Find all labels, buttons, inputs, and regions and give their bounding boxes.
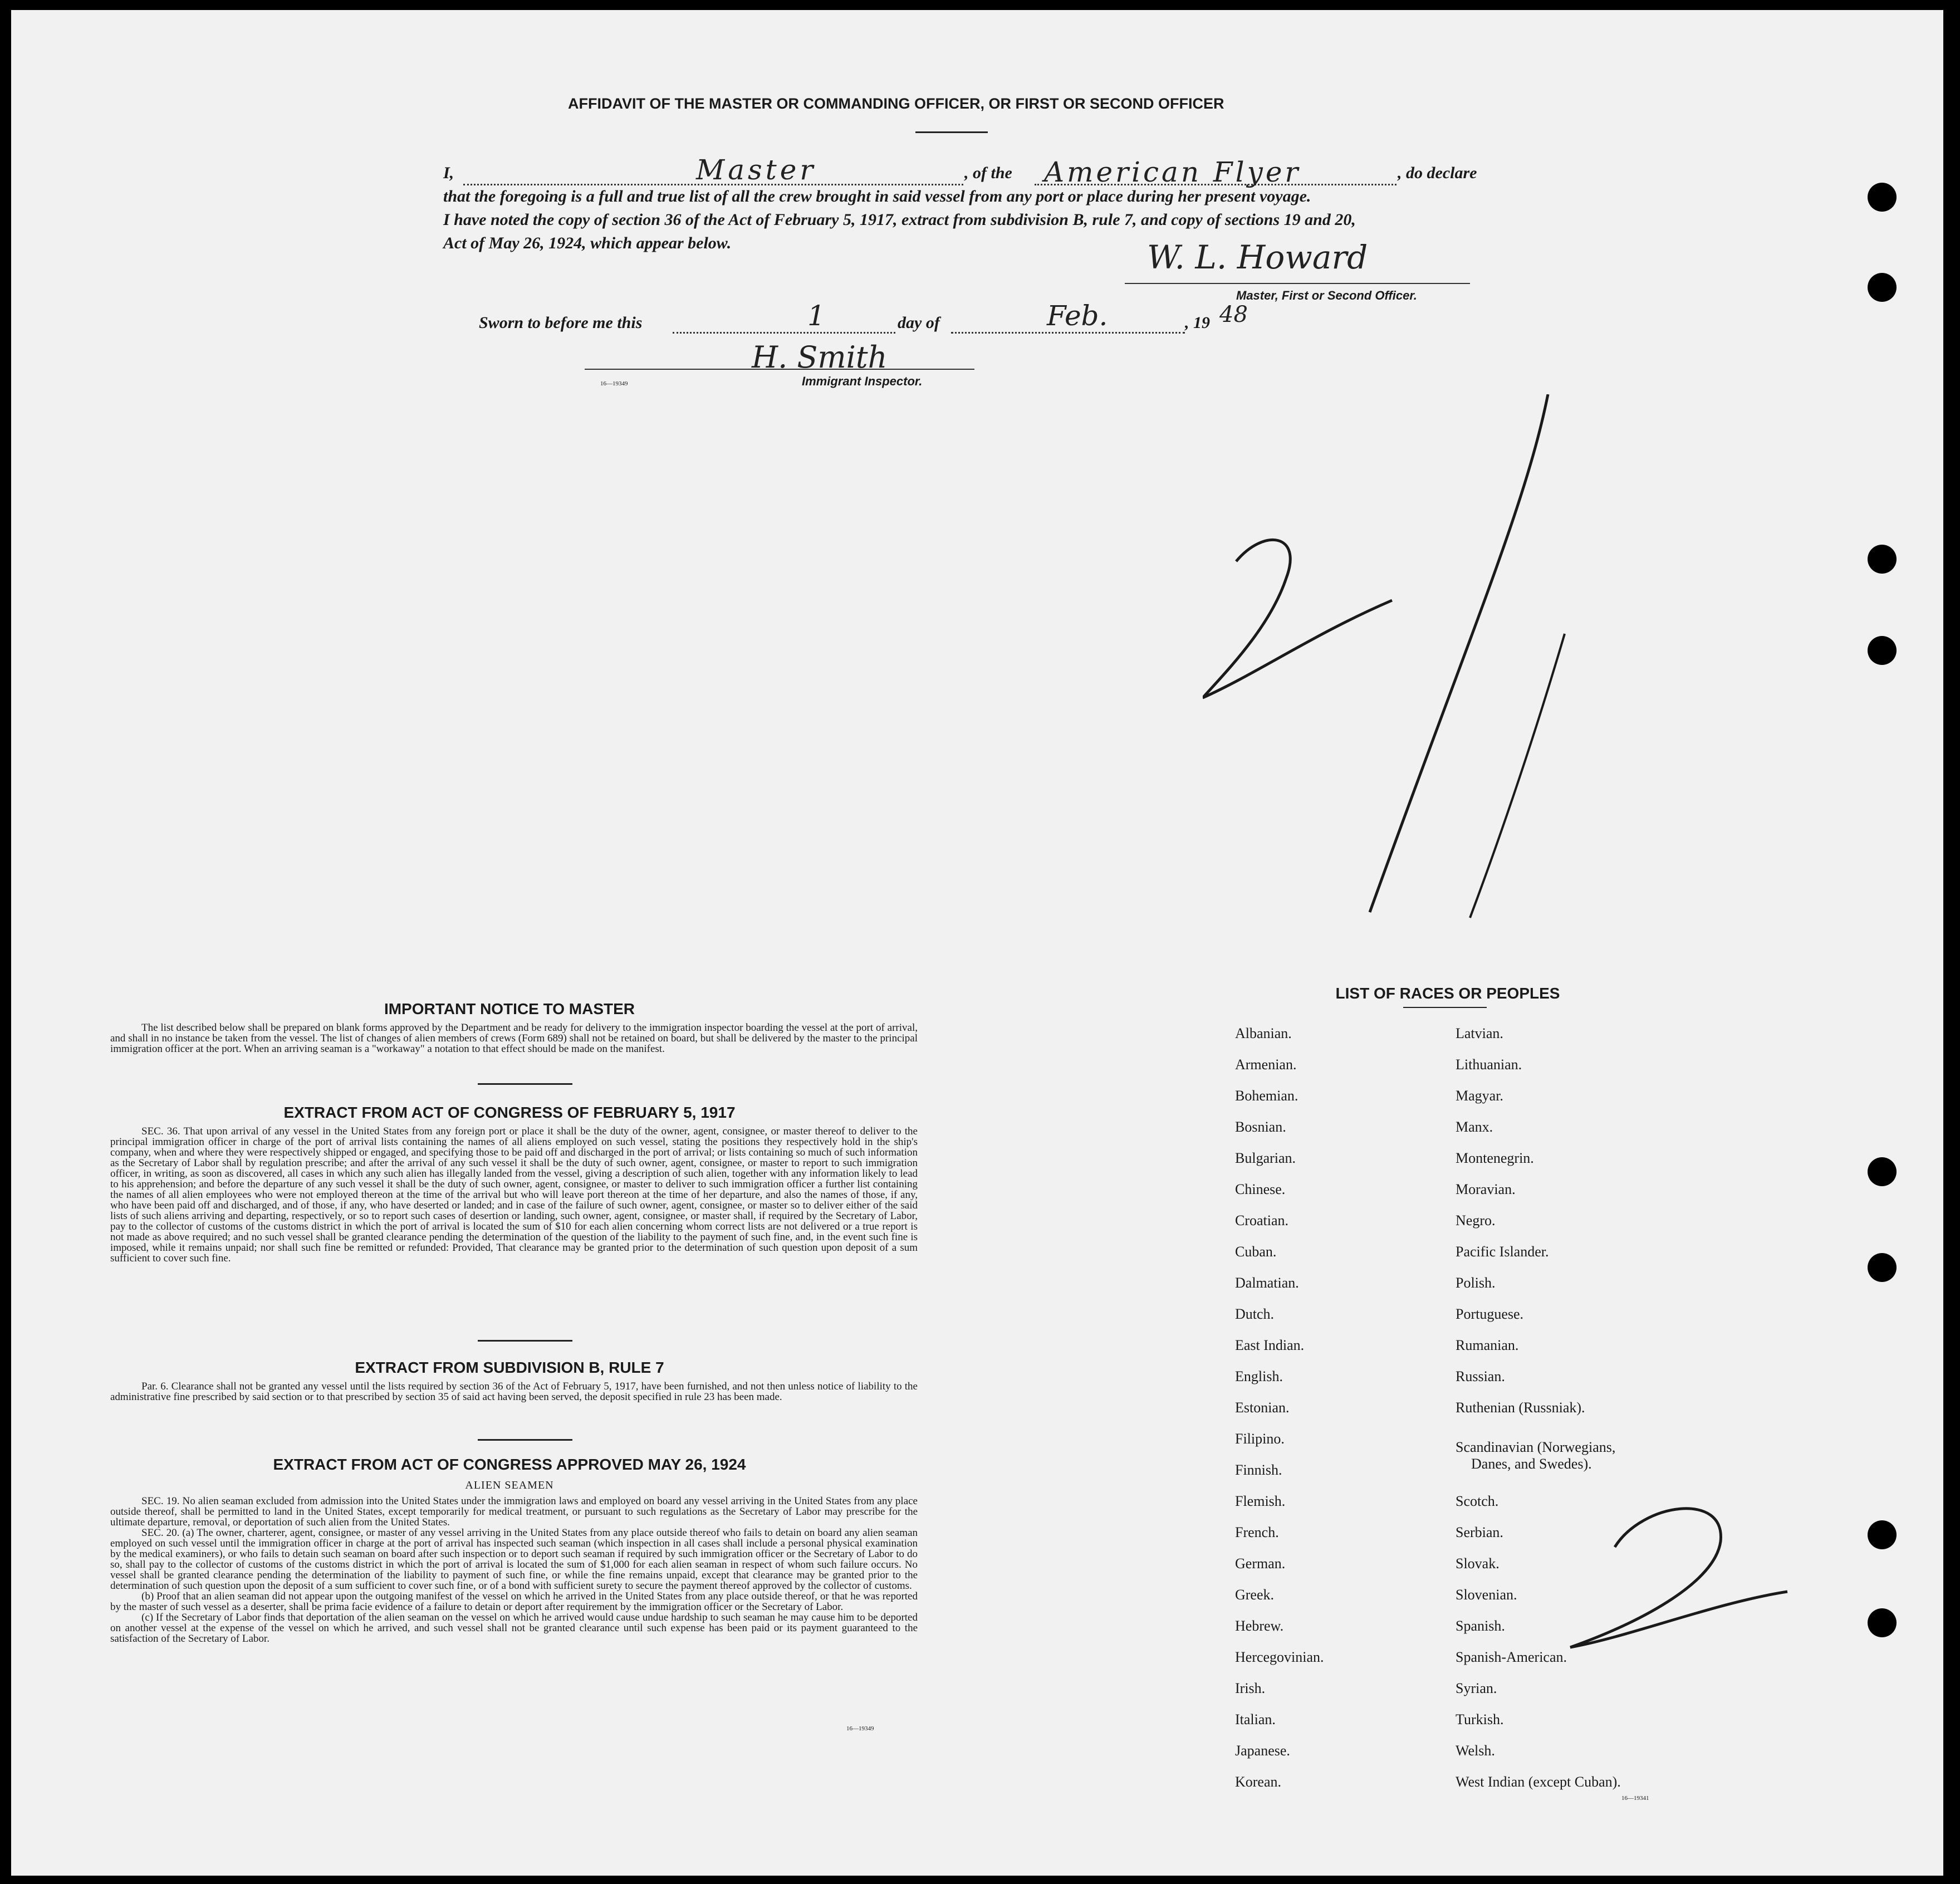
master-signature: W. L. Howard <box>1147 238 1368 276</box>
punch-hole <box>1868 273 1897 302</box>
race-item: Hebrew. <box>1235 1618 1284 1634</box>
title-divider <box>915 131 988 133</box>
race-item: Syrian. <box>1456 1680 1497 1696</box>
race-item: French. <box>1235 1524 1279 1540</box>
extract3-text <box>110 1496 918 1644</box>
handwritten-vessel: American Flyer <box>1044 156 1301 188</box>
sec36-paragraph: SEC. 36. That upon arrival of any vessel in the United States from any foreign port or place it shall be the duty of the owner, agent, consignee, or master thereof to deliver to the principal immigration officer in charge of the port of arrival lists containing the names of all aliens employed on such vessel, stating the positions they respectively hold in the ship's company, when and where they were respectively shipped or engaged, and specifying those to be paid off and discharged in the port of arrival; or lists containing so much of such information as the Secretary of Labor shall by regulation prescribe; and after the arrival of any such vessel it shall be the duty of such owner, agent, consignee, or master to report to such immigration officer, in writing, as soon as discovered, all cases in which any such alien has illegally landed from the vessel, giving a description of such alien, together with any information likely to lead to his apprehension; and before the departure of any such vessel it shall be the duty of such owner, agent, consignee, or master to deliver to such immigration officer a further list containing the names of all alien employees who were not employed thereon at the time of the arrival but who will leave port thereon at the time of her departure, and also the names of those, if any, who have been paid off and discharged, and of those, if any, who have deserted or landed; and in case of the failure of such owner, agent, consignee, or master so to deliver either of the said lists of such aliens arriving and departing, respectively, or so to report such cases of desertion or landing, such owner, agent, consignee, or master shall, if required by the Secretary of Labor, pay to the collector of customs of the customs district in which the port of arrival is located the sum of $10 for each alien concerning whom correct lists are not delivered or a true report is not made as above required; and no such vessel shall be granted clearance pending the determination of the question of the liability to the payment of such fine, and, in the event such fine is imposed, while it remains unpaid; nor shall such fine be remitted or refunded: Provided, That clearance may be granted prior to the determination of such question upon deposit of a sum sufficient to cover such fine. <box>110 1125 918 1264</box>
race-item: Moravian. <box>1456 1181 1516 1197</box>
notice-paragraph: The list described below shall be prepared on blank forms approved by the Department and be ready for delivery to the immigration inspector boarding the vessel at the port of arrival, and shall in no instance be taken from the vessel. The list of changes of alien members of crews (Form 689) shall not be retained on board, but shall be delivered by the master to the principal immigration officer at the port. When an arriving seaman is a "workaway" a notation to that effect should be made on the manifest. <box>110 1022 918 1055</box>
notice-text <box>110 1022 918 1054</box>
race-item: Dutch. <box>1235 1306 1275 1322</box>
race-item: Greek. <box>1235 1587 1275 1603</box>
notice-divider <box>478 1083 572 1085</box>
race-item: Welsh. <box>1456 1743 1495 1759</box>
punch-hole <box>1868 1253 1897 1282</box>
inspector-signature: H. Smith <box>752 340 888 375</box>
race-item: Scandinavian (Norwegians, <box>1456 1439 1616 1455</box>
races-divider <box>1403 1007 1487 1008</box>
race-item: English. <box>1235 1368 1283 1384</box>
race-item: Bosnian. <box>1235 1119 1286 1135</box>
race-item: Chinese. <box>1235 1181 1286 1197</box>
sec20c-paragraph: (c) If the Secretary of Labor finds that deportation of the alien seaman on the vessel on which he arrived would cause undue hardship to such seaman he may cause him to be deported on another vessel at the expense of the vessel on which he arrived, and such vessel shall not be granted clearance until such expense has been paid or its payment guaranteed to the satisfaction of the Secretary of Labor. <box>110 1612 918 1645</box>
sec20b-paragraph: (b) Proof that an alien seaman did not appear upon the outgoing manifest of the vessel on which he arrived in the United States from any place outside thereof, or that he was reported by the master of such vessel as a deserter, shall be prima facie evidence of a failure to detain or deport after requirement by the immigration officer or the Secretary of Labor. <box>110 1591 918 1613</box>
race-item: Italian. <box>1235 1711 1276 1728</box>
race-item: Latvian. <box>1456 1025 1503 1041</box>
race-item: Negro. <box>1456 1212 1496 1229</box>
race-item: Finnish. <box>1235 1462 1282 1478</box>
race-item: Pacific Islander. <box>1456 1244 1549 1260</box>
affidavit-do-declare: , do declare <box>1398 164 1477 182</box>
extract3-subtitle: ALIEN SEAMEN <box>465 1479 554 1491</box>
handwritten-rank: Master <box>696 154 817 186</box>
form-number-bottom: 16—19349 <box>846 1725 874 1732</box>
race-item: Danes, and Swedes). <box>1471 1456 1592 1472</box>
race-item: Filipino. <box>1235 1431 1285 1447</box>
race-item: Dalmatian. <box>1235 1275 1299 1291</box>
affidavit-of-the: , of the <box>964 164 1012 182</box>
extract2-text <box>110 1381 918 1402</box>
races-title: LIST OF RACES OR PEOPLES <box>1335 985 1560 1002</box>
inspector-signature-line <box>585 369 974 370</box>
extract1-divider <box>478 1340 572 1342</box>
handwritten-day: 1 <box>807 300 825 332</box>
extract2-title: EXTRACT FROM SUBDIVISION B, RULE 7 <box>355 1359 664 1376</box>
document-page <box>11 10 1943 1876</box>
race-item: Spanish-American. <box>1456 1649 1567 1665</box>
race-item: Irish. <box>1235 1680 1266 1696</box>
race-item: Lithuanian. <box>1456 1056 1522 1073</box>
affidavit-line-4: Act of May 26, 1924, which appear below. <box>443 234 732 252</box>
extract3-title: EXTRACT FROM ACT OF CONGRESS APPROVED MAY 26, 1924 <box>273 1456 746 1473</box>
race-item: Scotch. <box>1456 1493 1499 1509</box>
month-blank <box>951 332 1185 334</box>
race-item: Croatian. <box>1235 1212 1289 1229</box>
notice-title: IMPORTANT NOTICE TO MASTER <box>384 1000 635 1017</box>
race-item: East Indian. <box>1235 1337 1305 1353</box>
day-blank <box>673 332 895 334</box>
handwritten-month: Feb. <box>1047 300 1108 332</box>
day-of-label: day of <box>898 314 940 332</box>
par6-paragraph: Par. 6. Clearance shall not be granted any vessel until the lists required by section 36 of the Act of February 5, 1917, have been furnished, and not then unless notice of liability to the administrative fine prescribed by said section or to that prescribed by section 35 of said act having been served, the deposit specified in rule 23 has been made. <box>110 1381 918 1403</box>
extract1-text <box>110 1126 918 1264</box>
punch-hole <box>1868 1520 1897 1549</box>
race-item: Serbian. <box>1456 1524 1503 1540</box>
race-item: Russian. <box>1456 1368 1505 1384</box>
race-item: Japanese. <box>1235 1743 1290 1759</box>
race-item: Korean. <box>1235 1774 1282 1790</box>
punch-hole <box>1868 183 1897 212</box>
punch-hole <box>1868 1608 1897 1637</box>
extract1-title: EXTRACT FROM ACT OF CONGRESS OF FEBRUARY 5, 1917 <box>283 1104 736 1121</box>
race-item: Montenegrin. <box>1456 1150 1534 1166</box>
race-item: Estonian. <box>1235 1399 1290 1416</box>
sec19-paragraph: SEC. 19. No alien seaman excluded from admission into the United States under the immigration laws and employed on board any vessel arriving in the United States from any place outside thereof, shall be permitted to land in the United States, except temporarily for medical treatment, or pursuant to such regulations as the Secretary of Labor may prescribe for the ultimate departure, removal, or deportation of such alien from the United States. <box>110 1495 918 1528</box>
race-item: Flemish. <box>1235 1493 1286 1509</box>
race-item: Ruthenian (Russniak). <box>1456 1399 1585 1416</box>
race-item: Magyar. <box>1456 1088 1503 1104</box>
master-caption: Master, First or Second Officer. <box>1236 288 1417 302</box>
affidavit-line-2: that the foregoing is a full and true list of all the crew brought in said vessel from any port or place during her present voyage. <box>443 187 1311 205</box>
race-item: Spanish. <box>1456 1618 1505 1634</box>
race-item: German. <box>1235 1555 1286 1572</box>
race-item: Manx. <box>1456 1119 1493 1135</box>
race-item: Rumanian. <box>1456 1337 1519 1353</box>
inspector-caption: Immigrant Inspector. <box>802 374 923 388</box>
race-item: West Indian (except Cuban). <box>1456 1774 1621 1790</box>
race-item: Albanian. <box>1235 1025 1292 1041</box>
race-item: Slovenian. <box>1456 1587 1517 1603</box>
handwritten-year: 48 <box>1219 302 1248 327</box>
race-item: Hercegovinian. <box>1235 1649 1324 1665</box>
handwritten-lower-mark <box>1548 1480 1793 1670</box>
race-item: Slovak. <box>1456 1555 1500 1572</box>
sec20a-paragraph: SEC. 20. (a) The owner, charterer, agent, consignee, or master of any vessel arriving in the United States from any place outside thereof who fails to detain on board any alien seaman employed on such vessel until the immigration officer in charge at the port of arrival has inspected such seaman (which inspection in all cases shall include a personal physical examination by the medical examiners), or who fails to detain such seaman on board after such inspection or to deport such seaman if required by such immigration officer or the Secretary of Labor to do so, shall pay to the collector of customs of the customs district in which the port of arrival is located the sum of $1,000 for each alien seaman in respect of whom such failure occurs. No vessel shall be granted clearance pending the determination of the liability to payment of such fine, or while the fine remains unpaid, except that clearance may be granted prior to the determination of such question upon the deposit of a sum sufficient to cover such fine, or of a bond with sufficient surety to secure the payment thereof approved by the collector of customs. <box>110 1527 918 1592</box>
race-item: Bohemian. <box>1235 1088 1298 1104</box>
punch-hole <box>1868 545 1897 574</box>
race-item: Portuguese. <box>1456 1306 1524 1322</box>
year-prefix: , 19 <box>1185 314 1210 332</box>
race-item: Polish. <box>1456 1275 1496 1291</box>
punch-hole <box>1868 636 1897 665</box>
affidavit-line-3: I have noted the copy of section 36 of the Act of February 5, 1917, extract from subdivision B, rule 7, and copy of sections 19 and 20, <box>443 211 1356 229</box>
race-item: Turkish. <box>1456 1711 1504 1728</box>
affidavit-title: AFFIDAVIT OF THE MASTER OR COMMANDING OFFICER, OR FIRST OR SECOND OFFICER <box>568 95 1224 112</box>
race-item: Armenian. <box>1235 1056 1297 1073</box>
race-item: Bulgarian. <box>1235 1150 1296 1166</box>
handwritten-fraction-mark <box>1203 394 1592 940</box>
extract2-divider <box>478 1439 572 1441</box>
form-number-races: 16—19341 <box>1621 1795 1649 1802</box>
sworn-prefix: Sworn to before me this <box>479 314 643 332</box>
affidavit-prefix: I, <box>443 164 454 182</box>
form-number-top: 16—19349 <box>600 380 628 387</box>
race-item: Cuban. <box>1235 1244 1277 1260</box>
punch-hole <box>1868 1157 1897 1186</box>
master-signature-line <box>1125 283 1470 284</box>
